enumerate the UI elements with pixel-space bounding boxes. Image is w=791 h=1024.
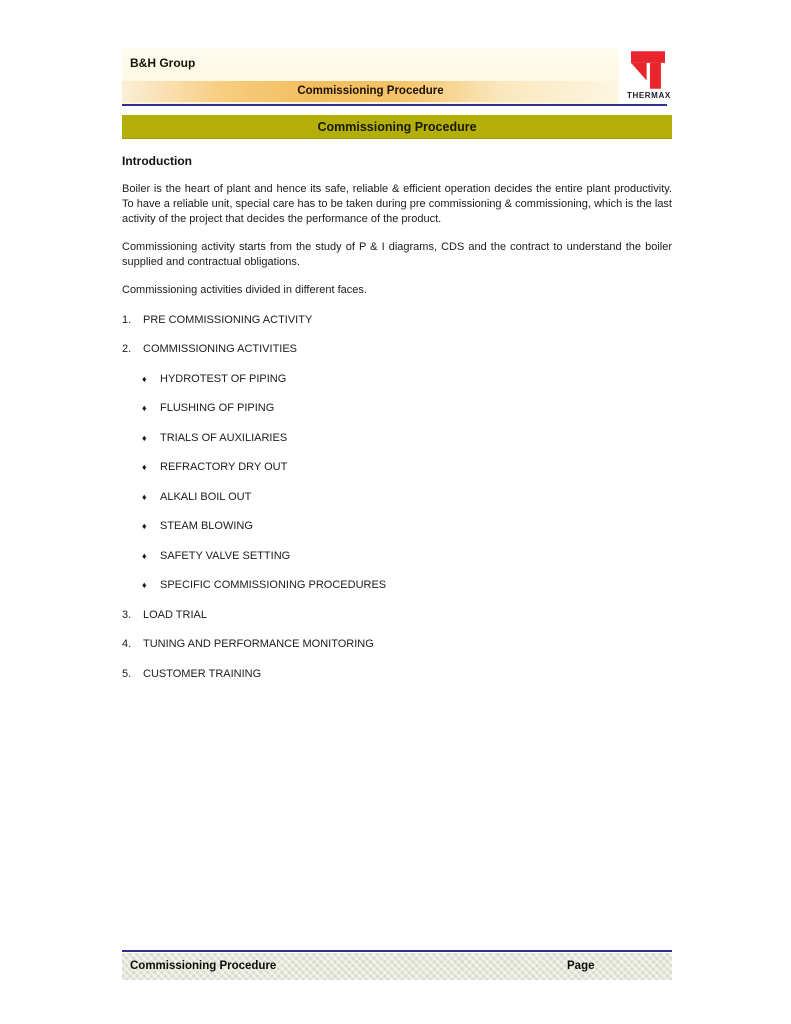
bullet-item	[122, 372, 672, 387]
bullet-item	[122, 490, 672, 505]
logo-brand-text: THERMAX	[627, 91, 671, 100]
numbered-item-4	[122, 637, 672, 652]
diamond-bullet-icon: ♦	[142, 462, 147, 472]
bullet-label: REFRACTORY DRY OUT	[160, 461, 288, 473]
numbered-item-5	[122, 667, 672, 682]
item-number: 4.	[122, 638, 132, 650]
bullet-label: TRIALS OF AUXILIARIES	[160, 431, 288, 444]
item-label: LOAD TRIAL	[143, 608, 207, 621]
bullet-item	[122, 578, 672, 593]
footer-divider	[122, 950, 672, 952]
bullet-label: ALKALI BOIL OUT	[160, 490, 252, 503]
thermax-logo	[627, 50, 669, 100]
diamond-bullet-icon: ♦	[142, 403, 147, 413]
numbered-item-2	[122, 342, 672, 357]
bullet-label: HYDROTEST OF PIPING	[160, 372, 287, 385]
footer-page-label: Page	[567, 960, 595, 972]
diamond-bullet-icon: ♦	[142, 550, 147, 561]
intro-heading: Introduction	[122, 154, 192, 168]
item-number: 3.	[122, 608, 132, 621]
diamond-bullet-icon: ♦	[142, 521, 147, 531]
item-label: CUSTOMER TRAINING	[143, 667, 262, 680]
document-footer	[122, 953, 672, 980]
diamond-bullet-icon: ♦	[142, 491, 147, 502]
bullet-item	[122, 460, 672, 475]
company-name: B&H Group	[130, 56, 196, 70]
item-label: TUNING AND PERFORMANCE MONITORING	[143, 638, 374, 650]
bullet-item	[122, 519, 672, 534]
bullet-label: FLUSHING OF PIPING	[160, 402, 275, 414]
header-band-title: Commissioning Procedure	[122, 81, 619, 102]
document-header	[122, 48, 619, 104]
thermax-logo-icon	[631, 50, 665, 90]
paragraph-3: Commissioning activities divided in different faces.	[122, 284, 367, 296]
bullet-label: SPECIFIC COMMISSIONING PROCEDURES	[160, 579, 387, 591]
document-body	[122, 153, 672, 682]
numbered-item-3	[122, 608, 672, 623]
paragraph-2: Commissioning activity starts from the study of P & I diagrams, CDS and the contract to understand the boiler supplied and contractual obligations.	[122, 241, 672, 268]
bullet-label: STEAM BLOWING	[160, 520, 253, 532]
page-title-banner: Commissioning Procedure	[122, 115, 672, 139]
item-number: 5.	[122, 667, 132, 680]
item-label: COMMISSIONING ACTIVITIES	[143, 343, 298, 355]
bullet-item	[122, 401, 672, 416]
numbered-item-1	[122, 313, 672, 328]
footer-title-text: Commissioning Procedure	[130, 960, 277, 972]
bullet-label: SAFETY VALVE SETTING	[160, 549, 291, 562]
diamond-bullet-icon: ♦	[142, 580, 147, 590]
header-divider	[122, 104, 667, 106]
diamond-bullet-icon: ♦	[142, 432, 147, 443]
item-number: 1.	[122, 313, 132, 326]
bullet-item	[122, 549, 672, 564]
item-number: 2.	[122, 343, 132, 355]
bullet-item	[122, 431, 672, 446]
diamond-bullet-icon: ♦	[142, 373, 147, 384]
item-label: PRE COMMISSIONING ACTIVITY	[143, 313, 313, 326]
paragraph-1: Boiler is the heart of plant and hence its safe, reliable & efficient operation decides the entire plant productivity. To have a reliable unit, special care has to be taken during pre commissioning & commissioning, which is the last activity of the project that decides the performance of the product.	[122, 183, 672, 225]
